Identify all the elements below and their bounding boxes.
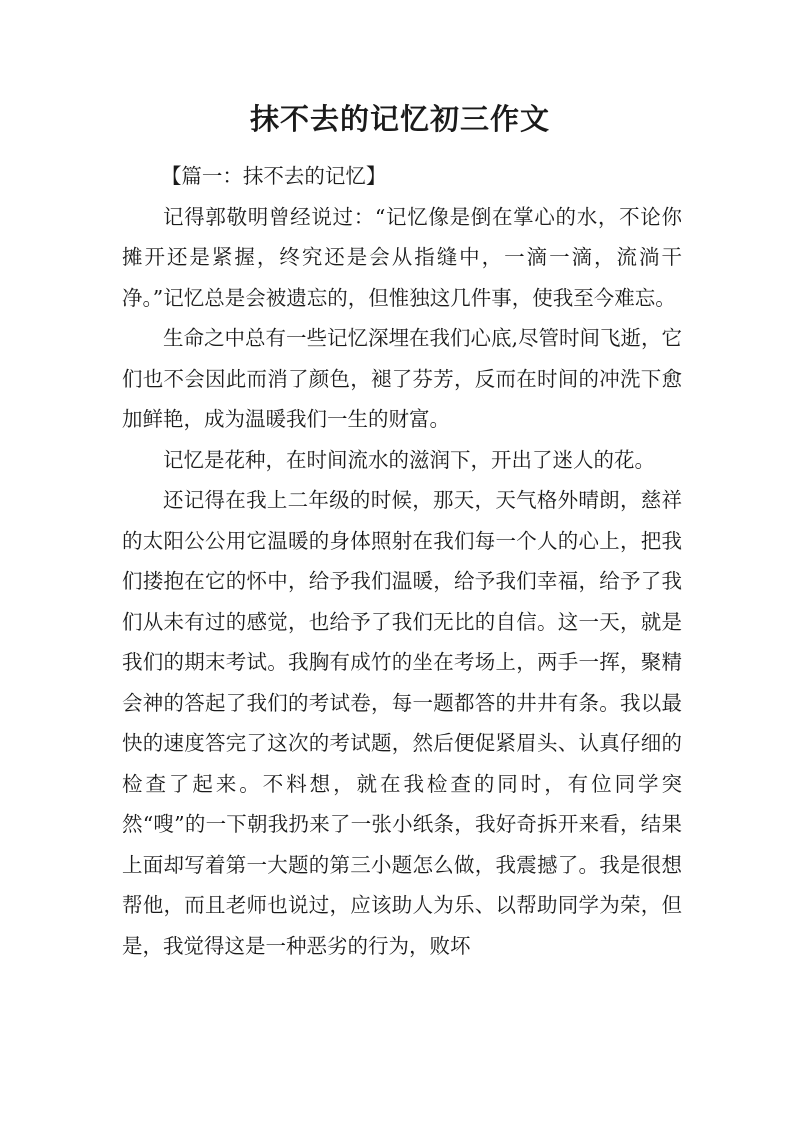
- paragraph: 记得郭敬明曾经说过：“记忆像是倒在掌心的水，不论你摊开还是紧握，终究还是会从指缝中，一滴一滴，流淌干净。”记忆总是会被遗忘的，但惟独这几件事，使我至今难忘。: [122, 204, 682, 310]
- section-heading: 【篇一：抹不去的记忆】: [160, 164, 387, 188]
- document-title: 抹不去的记忆初三作文: [249, 102, 550, 136]
- paragraph: 还记得在我上二年级的时候，那天，天气格外晴朗，慈祥的太阳公公用它温暖的身体照射在我们每一个人的心上，把我们搂抱在它的怀中，给予我们温暖，给予我们幸福，给予了我们从未有过的感觉，也给予了我们无比的自信。这一天，就是我们的期末考试。我胸有成竹的坐在考场上，两手一挥，聚精会神的答起了我们的考试卷，每一题都答的井井有条。我以最快的速度答完了这次的考试题，然后便促紧眉头、认真仔细的检查了起来。不料想，就在我检查的同时，有位同学突然“嗖”的一下朝我扔来了一张小纸条，我好奇拆开来看，结果上面却写着第一大题的第三小题怎么做，我震撼了。我是很想帮他，而且老师也说过，应该助人为乐、以帮助同学为荣，但是，我觉得这是一种恶劣的行为，败坏: [122, 488, 682, 958]
- document-body: [122, 156, 682, 966]
- paragraph: 生命之中总有一些记忆深埋在我们心底,尽管时间飞逝，它们也不会因此而消了颜色，褪了芬芳，反而在时间的冲洗下愈加鲜艳，成为温暖我们一生的财富。: [122, 326, 683, 431]
- paragraph: 记忆是花种，在时间流水的滋润下，开出了迷人的花。: [163, 447, 655, 472]
